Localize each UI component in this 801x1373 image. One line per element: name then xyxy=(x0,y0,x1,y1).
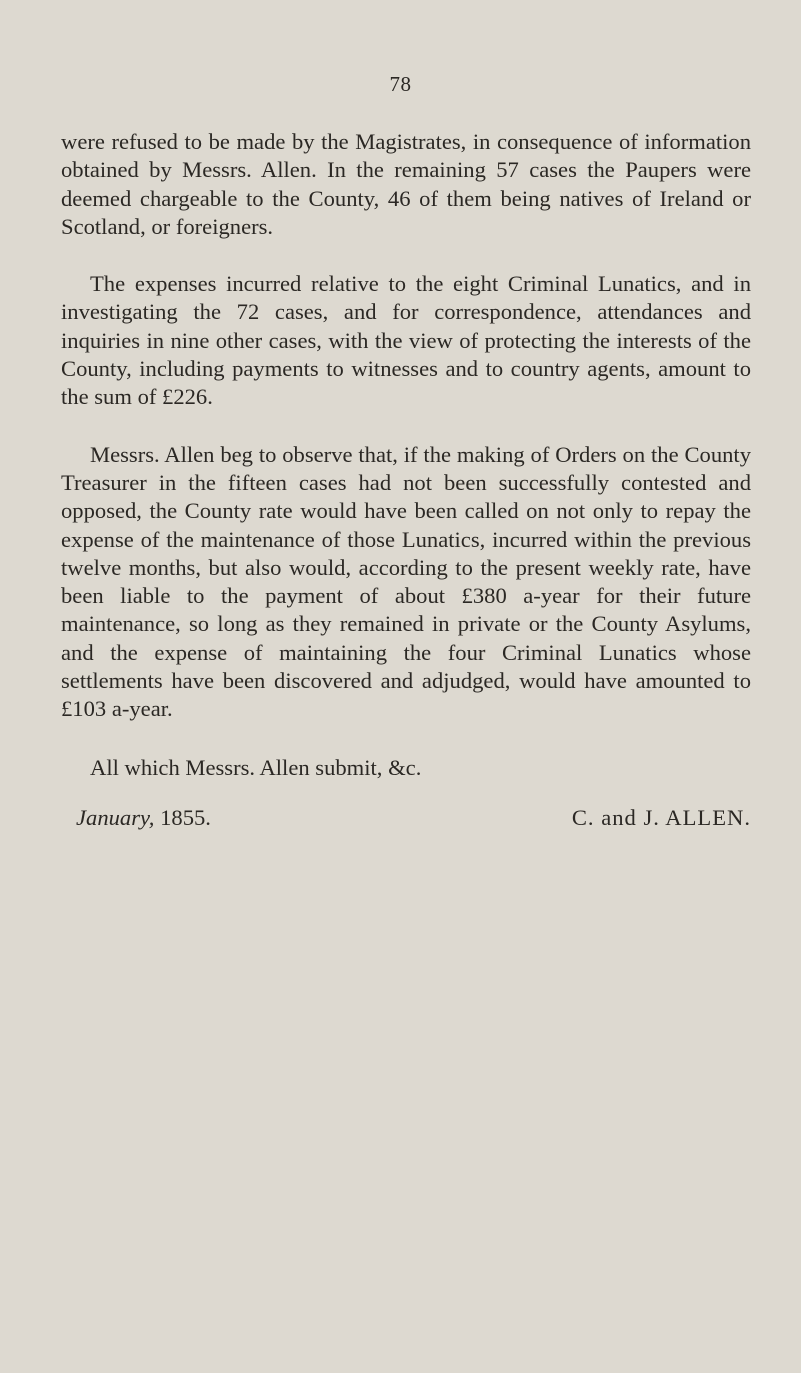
body-text xyxy=(61,128,751,832)
paragraph-expenses: The expenses incurred relative to the eight Criminal Lunatics, and in investigating the 72 cases, and for correspondence, attendances and inquiries in nine other cases, with the view of protecting the interests of the County, including payments to witnesses and to country agents, amount to the sum of £226. xyxy=(61,271,751,410)
signoff xyxy=(61,804,751,832)
page-number: 78 xyxy=(389,72,412,96)
paragraph-observation: Messrs. Allen beg to observe that, if the making of Orders on the County Treasurer in the fifteen cases had not been successfully contested and opposed, the County rate would have been called on not only to repay the expense of the maintenance of those Lunatics, incurred within the previous twelve months, but also would, according to the present weekly rate, have been liable to the payment of about £380 a-year for their future maintenance, so long as they remained in private or the County Asylums, and the expense of maintaining the four Criminal Lunatics whose settlements have been discovered and adjudged, would have amounted to £103 a-year. xyxy=(61,441,751,722)
paragraph-continuation: were refused to be made by the Magistrates, in consequence of information obtained by Messrs. Allen. In the remaining 57 cases the Paupers were deemed chargeable to the County, 46 of them being natives of Ireland or Scotland, or foreigners. xyxy=(61,129,751,239)
signature: C. and J. ALLEN. xyxy=(571,804,751,830)
closing-statement: All which Messrs. Allen submit, &c. xyxy=(90,754,422,780)
date-month: January, xyxy=(76,804,155,830)
date-line xyxy=(76,804,211,832)
date-year: 1855. xyxy=(160,804,211,830)
